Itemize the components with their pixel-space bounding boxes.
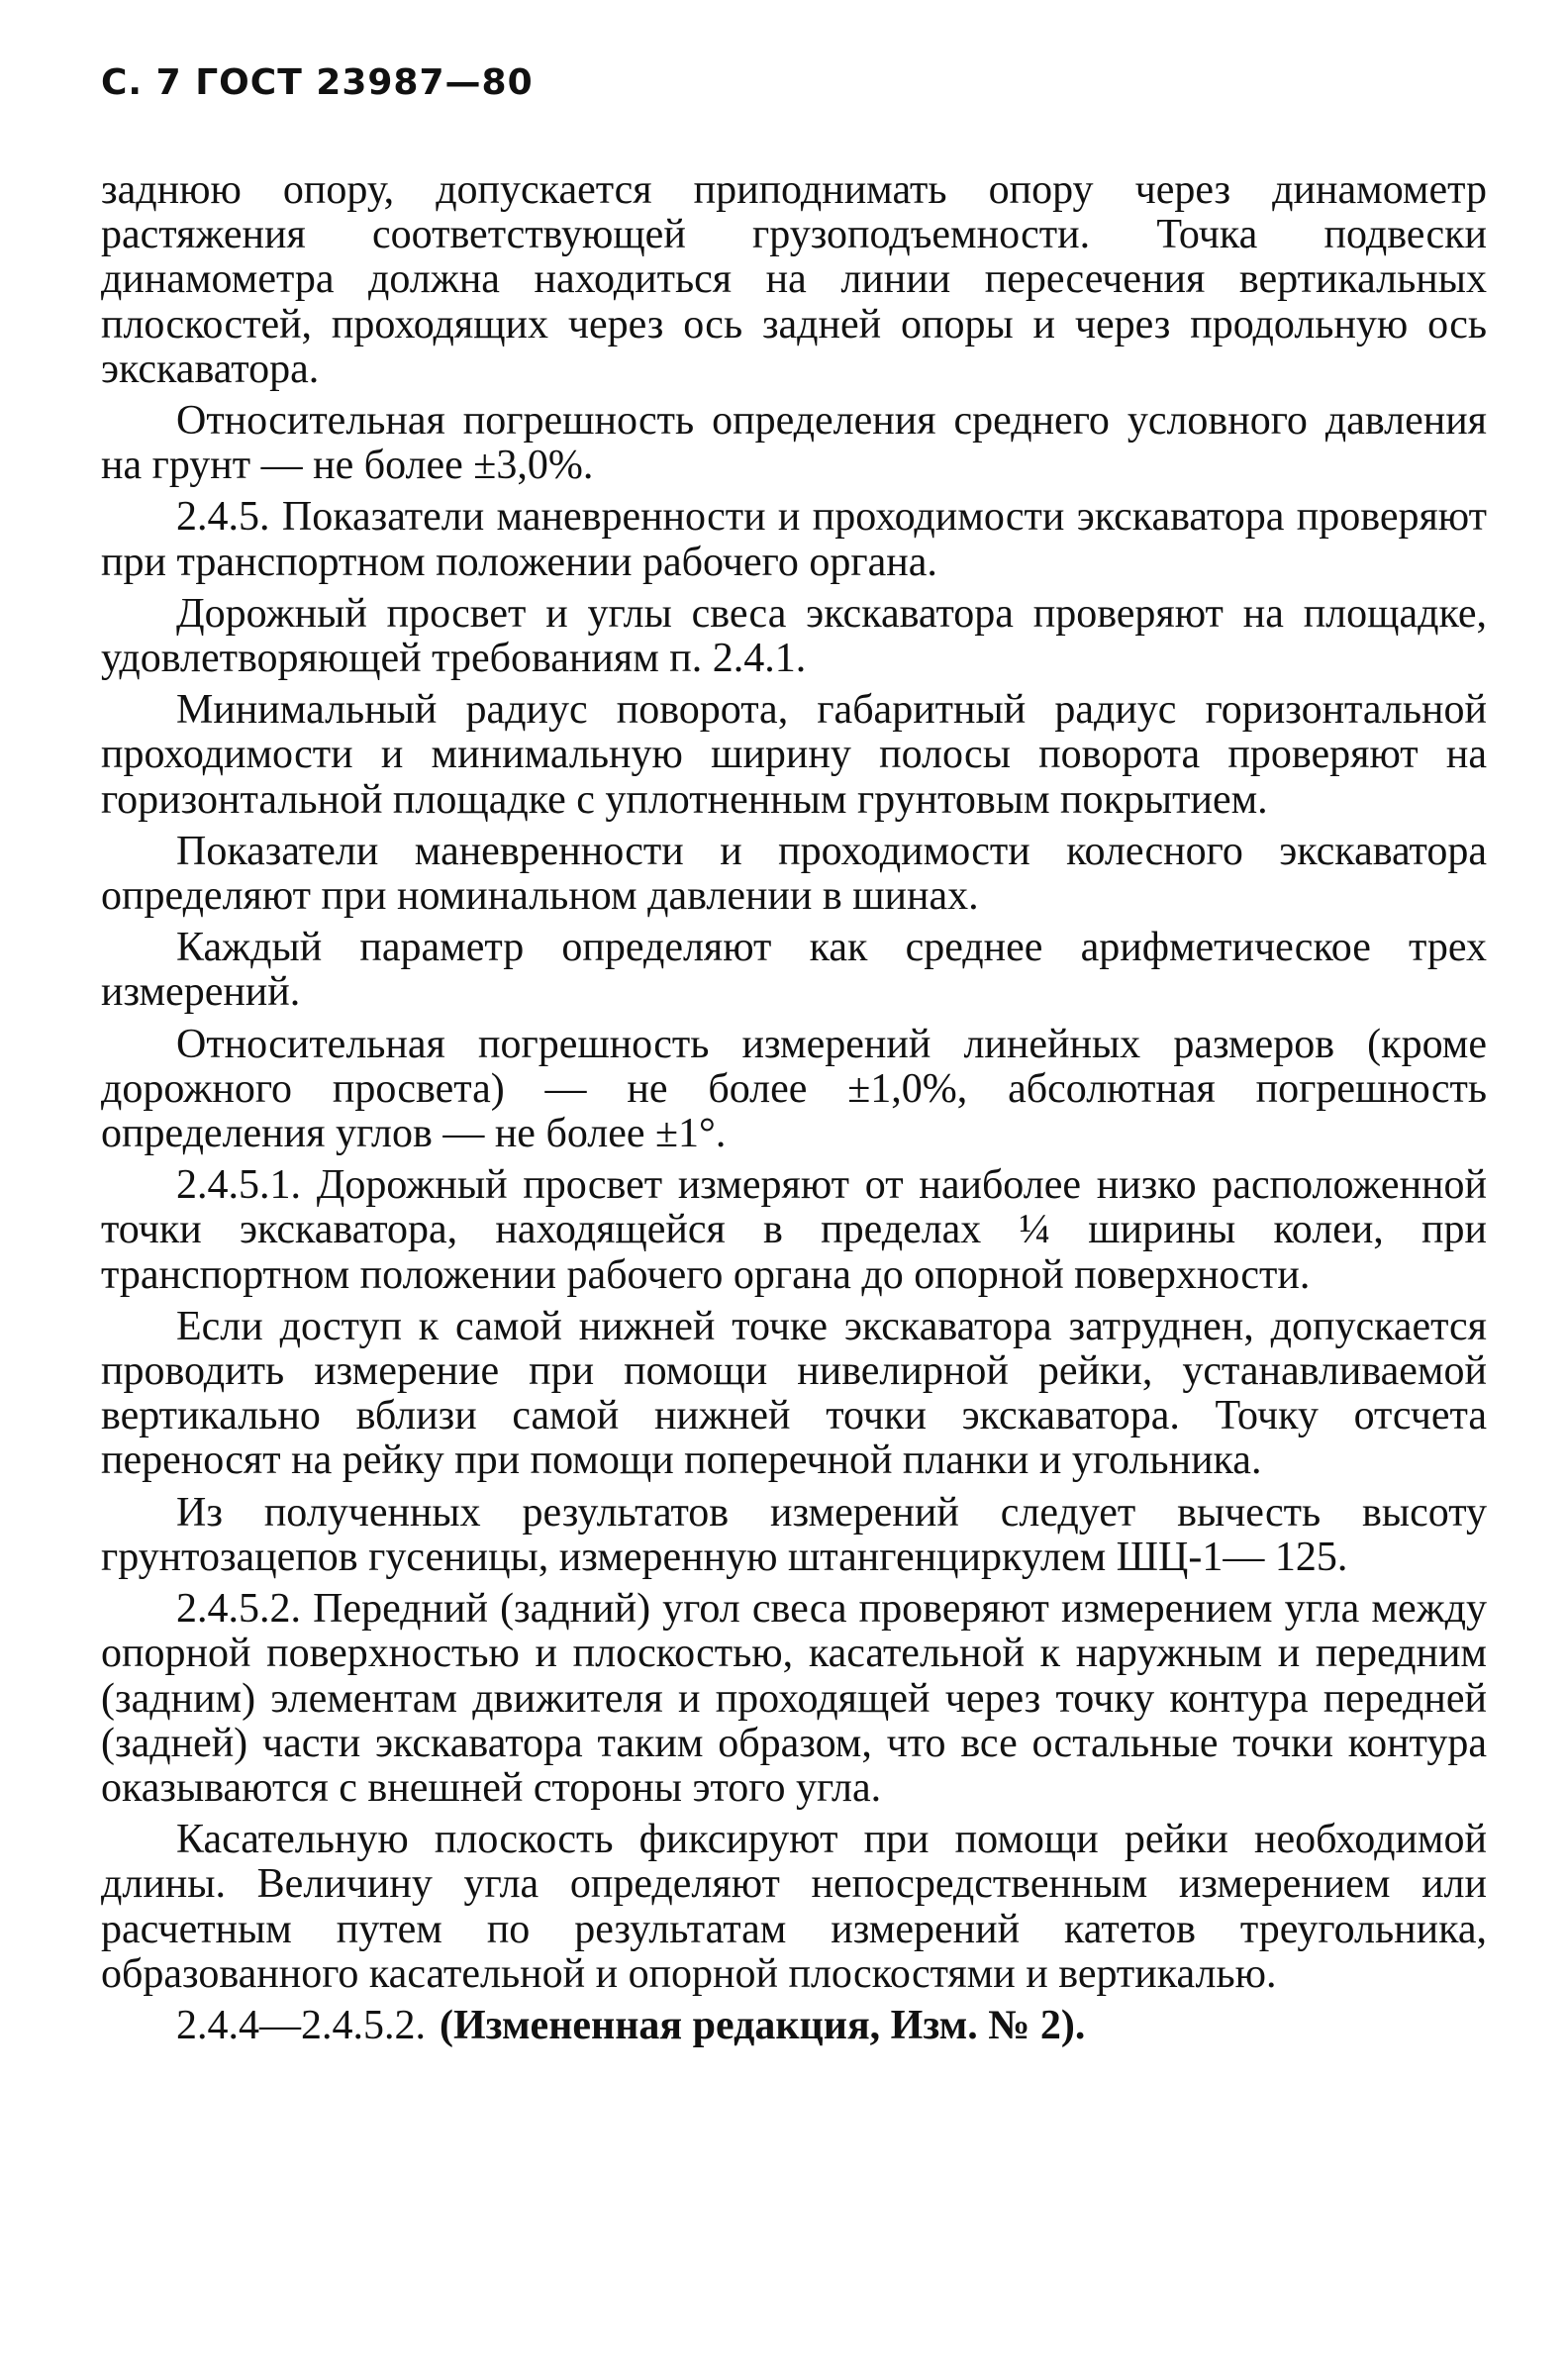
paragraph-2: Относительная погрешность определения среднего условного давления на грунт — не более ±3,0%. <box>101 398 1487 489</box>
paragraph-13: Касательную плоскость фиксируют при помощи рейки необходимой длины. Величину угла определяют непосредственным измерением или расчетным путем по результатам измерений катетов треугольника, образованного касательной и опорной плоскостями и вертикалью. <box>101 1817 1487 1997</box>
amendment-note <box>101 2004 1487 2048</box>
paragraph-8: Относительная погрешность измерений линейных размеров (кроме дорожного просвета) — не более ±1,0%, абсолютная погрешность определения углов — не более ±1°. <box>101 1021 1487 1157</box>
paragraph-11: Из полученных результатов измерений следует вычесть высоту грунтозацепов гусеницы, измеренную штангенциркулем ШЦ-1— 125. <box>101 1489 1487 1580</box>
paragraph-12: 2.4.5.2. Передний (задний) угол свеса проверяют измерением угла между опорной поверхностью и плоскостью, касательной к наружным и передним (задним) элементам движителя и проходящей через точку контура передней (задней) части экскаватора таким образом, что все остальные точки контура оказываются с внешней стороны этого угла. <box>101 1586 1487 1811</box>
page-header <box>101 59 1487 107</box>
paragraph-10: Если доступ к самой нижней точке экскаватора затруднен, допускается проводить измерение при помощи нивелирной рейки, устанавливаемой вертикально вблизи самой нижней точки экскаватора. Точку отсчета переносят на рейку при помощи поперечной планки и угольника. <box>101 1303 1487 1484</box>
document-page <box>101 59 1487 2048</box>
paragraph-1: заднюю опору, допускается приподнимать опору через динамометр растяжения соответствующей грузоподъемности. Точка подвески динамометра должна находиться на линии пересечения вертикальных плоскостей, проходящих через ось задней опоры и через продольную ось экскаватора. <box>101 167 1487 392</box>
page-number: С. 7 <box>101 62 182 103</box>
paragraph-7: Каждый параметр определяют как среднее арифметическое трех измерений. <box>101 925 1487 1016</box>
paragraph-5: Минимальный радиус поворота, габаритный радиус горизонтальной проходимости и минимальную ширину полосы поворота проверяют на горизонтальной площадке с уплотненным грунтовым покрытием. <box>101 687 1487 823</box>
amendment-range: 2.4.4—2.4.5.2. <box>176 2002 426 2048</box>
paragraph-4: Дорожный просвет и углы свеса экскаватора проверяют на площадке, удовлетворяющей требованиям п. 2.4.1. <box>101 590 1487 682</box>
paragraph-3: 2.4.5. Показатели маневренности и проходимости экскаватора проверяют при транспортном положении рабочего органа. <box>101 494 1487 585</box>
paragraph-9: 2.4.5.1. Дорожный просвет измеряют от наиболее низко расположенной точки экскаватора, находящейся в пределах ¼ ширины колеи, при транспортном положении рабочего органа до опорной поверхности. <box>101 1162 1487 1298</box>
standard-code: ГОСТ 23987—80 <box>195 62 534 103</box>
paragraph-6: Показатели маневренности и проходимости колесного экскаватора определяют при номинальном давлении в шинах. <box>101 828 1487 920</box>
amendment-text: (Измененная редакция, Изм. № 2). <box>440 2002 1086 2048</box>
